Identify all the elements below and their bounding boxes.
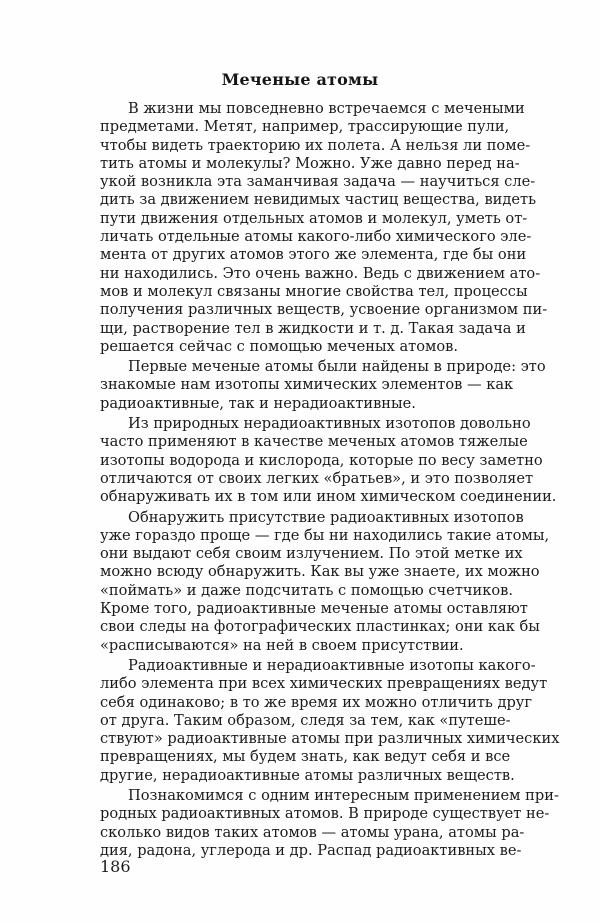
text-line: Обнаружить присутствие радиоактивных изотопов (128, 508, 524, 526)
text-line: можно всюду обнаружить. Как вы уже знаете, их можно (100, 563, 540, 581)
text-line: родных радиоактивных атомов. В природе существует не- (100, 805, 550, 823)
text-line: тить атомы и молекулы? Можно. Уже давно перед на- (100, 154, 520, 172)
text-line: щи, растворение тел в жидкости и т. д. Такая задача и (100, 319, 526, 337)
text-line: уже гораздо проще — где бы ни находились такие атомы, (100, 526, 550, 544)
text-line: решается сейчас с помощью меченых атомов. (100, 337, 459, 355)
text-line: укой возникла эта заманчивая задача — научиться сле- (100, 173, 536, 191)
text-line: дить за движением невидимых частиц вещества, видеть (100, 191, 537, 209)
text-line: другие, нерадиоактивные атомы различных веществ. (100, 766, 515, 784)
text-line: либо элемента при всех химических превращениях ведут (100, 675, 548, 693)
paragraph (100, 786, 559, 860)
text-line: предметами. Метят, например, трассирующие пули, (100, 118, 510, 136)
text-line: изотопы водорода и кислорода, которые по весу заметно (100, 451, 543, 469)
section-title: Меченые атомы (221, 70, 379, 89)
text-line: ни находились. Это очень важно. Ведь с движением ато- (100, 264, 541, 282)
text-line: ствуют» радиоактивные атомы при различных химических (100, 730, 560, 748)
text-line: мов и молекул связаны многие свойства тел, процессы (100, 282, 528, 300)
text-line: личать отдельные атомы какого-либо химического эле- (100, 228, 532, 246)
paragraph (100, 508, 550, 655)
text-line: чтобы видеть траекторию их полета. А нельзя ли поме- (100, 136, 531, 154)
text-line: от друга. Таким образом, следя за тем, как «путеше- (100, 711, 511, 729)
paragraph (100, 100, 548, 356)
page-number: 186 (100, 857, 131, 876)
text-line: дия, радона, углерода и др. Распад радиоактивных ве- (100, 841, 522, 859)
text-line: «поймать» и даже подсчитать с помощью счетчиков. (100, 581, 514, 599)
body-text (100, 100, 560, 862)
paragraph (100, 415, 557, 506)
text-line: Радиоактивные и нерадиоактивные изотопы какого- (128, 656, 536, 674)
text-line: Первые меченые атомы были найдены в природе: это (128, 358, 546, 376)
text-line: свои следы на фотографических пластинках; они как бы (100, 618, 540, 636)
paragraph (100, 358, 546, 413)
text-line: они выдают себя своим излучением. По этой метке их (100, 545, 523, 563)
text-line: знакомые нам изотопы химических элементов — как (100, 376, 514, 394)
text-line: отличаются от своих легких «братьев», и это позволяет (100, 469, 534, 487)
text-line: получения различных веществ, усвоение организмом пи- (100, 301, 548, 319)
text-line: «расписываются» на ней в своем присутствии. (100, 636, 464, 654)
text-line: часто применяют в качестве меченых атомов тяжелые (100, 433, 528, 451)
text-line: радиоактивные, так и нерадиоактивные. (100, 394, 416, 412)
text-line: Из природных нерадиоактивных изотопов довольно (128, 415, 531, 433)
text-line: В жизни мы повседневно встречаемся с мечеными (128, 100, 525, 117)
text-line: обнаруживать их в том или ином химическом соединении. (100, 488, 557, 506)
text-line: Познакомимся с одним интересным применением при- (128, 786, 559, 804)
text-line: мента от других атомов этого же элемента, где бы они (100, 246, 527, 264)
text-line: Кроме того, радиоактивные меченые атомы оставляют (100, 600, 528, 618)
text-line: пути движения отдельных атомов и молекул, уметь от- (100, 209, 528, 227)
text-line: сколько видов таких атомов — атомы урана, атомы ра- (100, 823, 525, 841)
text-line: себя одинаково; в то же время их можно отличить друг (100, 693, 533, 711)
text-line: превращениях, мы будем знать, как ведут себя и все (100, 748, 511, 766)
paragraph (100, 656, 560, 785)
